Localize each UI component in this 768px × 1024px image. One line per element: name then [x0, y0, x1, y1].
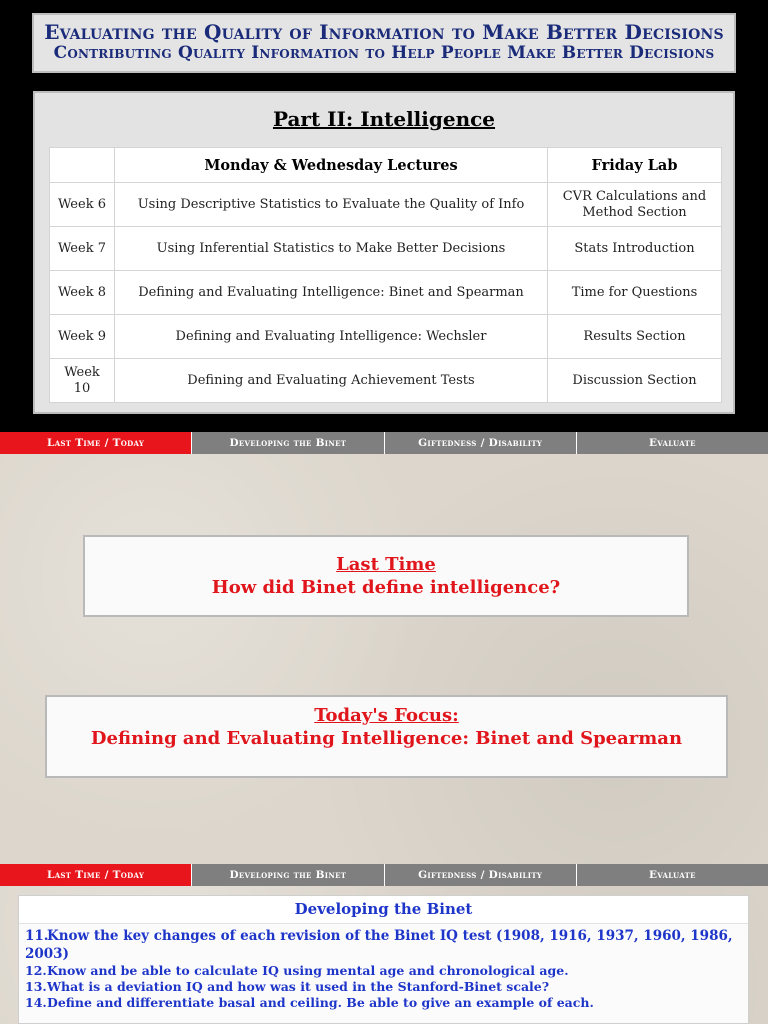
nav-tab-evaluate[interactable]: Evaluate [577, 432, 768, 454]
last-time-heading: Last Time [336, 554, 436, 575]
list-item: 14.Define and differentiate basal and ceiling. Be able to give an example of each. [25, 995, 594, 1010]
table-row [50, 183, 722, 227]
list-item: 11.Know the key changes of each revision of the Binet IQ test (1908, 1916, 1937, 1960, 1986, 2003) [25, 928, 733, 962]
lecture-cell: Defining and Evaluating Intelligence: Wechsler [115, 315, 548, 359]
last-time-question: How did Binet define intelligence? [211, 577, 561, 598]
lab-cell: Time for Questions [548, 271, 722, 315]
week-cell: Week 6 [50, 183, 115, 227]
course-title: Evaluating the Quality of Information to Make Better Decisions [44, 20, 724, 44]
lab-cell: Results Section [548, 315, 722, 359]
course-subtitle: Contributing Quality Information to Help People Make Better Decisions [53, 43, 715, 63]
week-cell: Week 10 [50, 359, 115, 403]
nav-tab-last-time-today[interactable]: Last Time / Today [0, 864, 191, 886]
table-header-row [50, 148, 722, 183]
lecture-cell: Defining and Evaluating Intelligence: Binet and Spearman [115, 271, 548, 315]
lab-cell: CVR Calculations and Method Section [548, 183, 722, 227]
list-item: 13.What is a deviation IQ and how was it used in the Stanford-Binet scale? [25, 979, 550, 994]
course-header [32, 13, 736, 73]
table-row [50, 227, 722, 271]
schedule-table [49, 147, 722, 403]
nav-tab-evaluate[interactable]: Evaluate [577, 864, 768, 886]
developing-binet-title: Developing the Binet [19, 896, 748, 924]
lab-cell: Stats Introduction [548, 227, 722, 271]
week-cell: Week 8 [50, 271, 115, 315]
todays-focus-callout [45, 695, 728, 778]
slide-background [0, 454, 768, 864]
week-cell: Week 9 [50, 315, 115, 359]
column-header-lab: Friday Lab [548, 148, 722, 183]
lecture-cell: Using Descriptive Statistics to Evaluate the Quality of Info [115, 183, 548, 227]
schedule-panel [33, 91, 735, 414]
nav-tab-last-time-today[interactable]: Last Time / Today [0, 432, 191, 454]
table-row [50, 359, 722, 403]
nav-tab-developing-binet[interactable]: Developing the Binet [192, 864, 383, 886]
column-header-week [50, 148, 115, 183]
last-time-callout [83, 535, 689, 617]
column-header-lectures: Monday & Wednesday Lectures [115, 148, 548, 183]
table-row [50, 315, 722, 359]
list-item: 12.Know and be able to calculate IQ using mental age and chronological age. [25, 963, 569, 978]
developing-binet-panel [18, 895, 749, 1024]
table-row [50, 271, 722, 315]
schedule-title: Part II: Intelligence [272, 107, 496, 131]
todays-focus-topic: Defining and Evaluating Intelligence: Binet and Spearman [90, 728, 683, 749]
nav-tab-giftedness-disability[interactable]: Giftedness / Disability [385, 864, 576, 886]
objectives-list [19, 924, 748, 1011]
section-nav-bar [0, 432, 768, 454]
todays-focus-heading: Today's Focus: [314, 705, 459, 726]
lab-cell: Discussion Section [548, 359, 722, 403]
lecture-cell: Using Inferential Statistics to Make Better Decisions [115, 227, 548, 271]
nav-tab-developing-binet[interactable]: Developing the Binet [192, 432, 383, 454]
lecture-cell: Defining and Evaluating Achievement Tests [115, 359, 548, 403]
week-cell: Week 7 [50, 227, 115, 271]
nav-tab-giftedness-disability[interactable]: Giftedness / Disability [385, 432, 576, 454]
section-nav-bar [0, 864, 768, 886]
